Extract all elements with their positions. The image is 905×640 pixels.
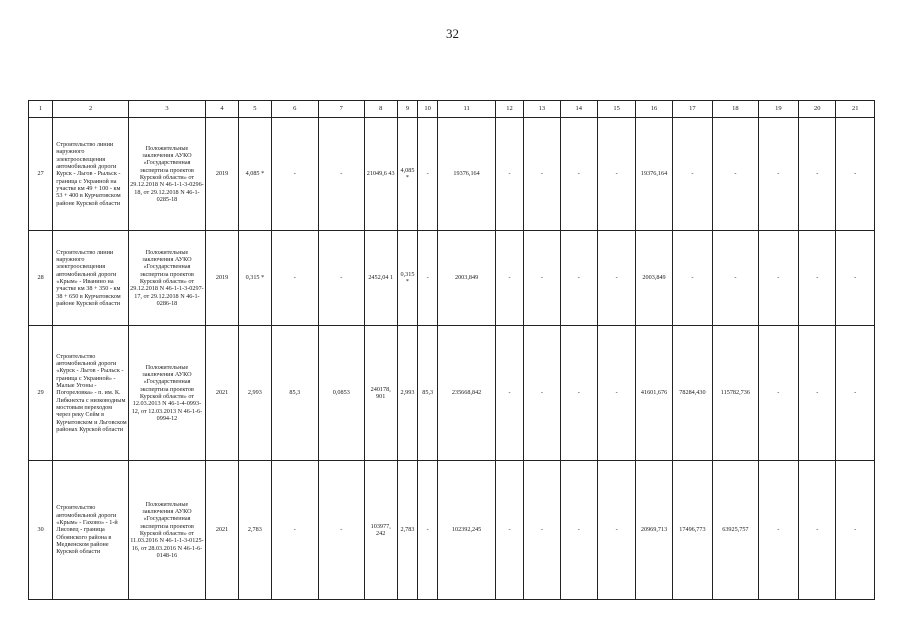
table-cell: 2003,849	[636, 231, 672, 326]
column-header: 11	[438, 101, 496, 118]
table-cell: 0,315 *	[239, 231, 271, 326]
column-header: 7	[319, 101, 364, 118]
column-header: 20	[799, 101, 836, 118]
table-cell: -	[758, 231, 798, 326]
table-cell: 2021	[205, 326, 238, 461]
table-cell: -	[597, 231, 635, 326]
data-table	[28, 100, 875, 600]
column-header: 4	[205, 101, 238, 118]
table-cell: 2,993	[239, 326, 271, 461]
column-header: 9	[397, 101, 417, 118]
table-cell: 29	[29, 326, 53, 461]
table-cell: -	[799, 118, 836, 231]
column-header: 14	[560, 101, 597, 118]
table-cell: -	[495, 118, 523, 231]
table-cell: -	[524, 461, 560, 600]
table-cell: 20969,713	[636, 461, 672, 600]
table-cell: Строительство линии наружного электроосвещения автомобильной дороги Курск - Льгов - Рыльск - граница с Украиной на участке км 49 + 100 - км 53 + 400 в Курчатовском районе Курской области	[53, 118, 129, 231]
table-cell: -	[799, 231, 836, 326]
table-cell: 78284,430	[672, 326, 712, 461]
column-header: 12	[495, 101, 523, 118]
table-cell: -	[495, 231, 523, 326]
table-cell: 2003,849	[438, 231, 496, 326]
table-cell: -	[271, 461, 319, 600]
table-cell: -	[560, 326, 597, 461]
table-cell: 17496,773	[672, 461, 712, 600]
table-cell: -	[597, 461, 635, 600]
page-number: 32	[446, 26, 459, 41]
table-cell: 2,783	[397, 461, 417, 600]
table-cell: -	[758, 461, 798, 600]
table-cell: -	[836, 326, 875, 461]
table-cell: 2,993	[397, 326, 417, 461]
column-header: 3	[129, 101, 206, 118]
table-cell: 30	[29, 461, 53, 600]
column-header: 16	[636, 101, 672, 118]
column-header: 21	[836, 101, 875, 118]
table-cell: 2019	[205, 231, 238, 326]
table-cell: 240178, 901	[364, 326, 397, 461]
table-cell: -	[758, 118, 798, 231]
table-cell: -	[524, 118, 560, 231]
table-cell: 2021	[205, 461, 238, 600]
table-cell: 85,3	[271, 326, 319, 461]
table-cell: -	[672, 231, 712, 326]
table-cell: -	[758, 326, 798, 461]
table-cell: Положительные заключения АУКО «Государственная экспертиза проектов Курской области» от 12.03.2013 N 46-1-4-0993-12, от 12.03.2013 N 46-1-6-0994-12	[129, 326, 206, 461]
table-cell: 21049,6 43	[364, 118, 397, 231]
column-header: 17	[672, 101, 712, 118]
table-cell: 63925,757	[713, 461, 758, 600]
table-cell: 19376,164	[636, 118, 672, 231]
table-cell: -	[524, 231, 560, 326]
table-cell: -	[319, 118, 364, 231]
table-cell: -	[836, 231, 875, 326]
table-cell: 2452,04 1	[364, 231, 397, 326]
table-cell: -	[271, 231, 319, 326]
table-cell: 4,085 *	[239, 118, 271, 231]
table-cell: -	[319, 231, 364, 326]
table-row	[29, 231, 875, 326]
table-cell: 4,085 *	[397, 118, 417, 231]
table-cell: -	[799, 461, 836, 600]
table-cell: -	[597, 326, 635, 461]
table-cell: Положительные заключения АУКО «Государственная экспертиза проектов Курской области» от 29.12.2018 N 46-1-1-3-0297-17, от 29.12.2018 N 46-1-0286-18	[129, 231, 206, 326]
table-cell: 103977, 242	[364, 461, 397, 600]
header-row	[29, 101, 875, 118]
table-cell: 28	[29, 231, 53, 326]
table-cell: -	[418, 461, 438, 600]
table-cell: -	[495, 461, 523, 600]
table-cell: 2019	[205, 118, 238, 231]
column-header: 5	[239, 101, 271, 118]
table-cell: 27	[29, 118, 53, 231]
table-cell: -	[836, 461, 875, 600]
column-header: 8	[364, 101, 397, 118]
table-cell: -	[713, 231, 758, 326]
table-cell: 85,3	[418, 326, 438, 461]
column-header: 19	[758, 101, 798, 118]
table-cell: -	[836, 118, 875, 231]
table-cell: -	[418, 118, 438, 231]
table-cell: 115782,736	[713, 326, 758, 461]
column-header: 10	[418, 101, 438, 118]
table-cell: -	[319, 461, 364, 600]
column-header: 2	[53, 101, 129, 118]
table-cell: -	[713, 118, 758, 231]
table-cell: -	[271, 118, 319, 231]
table-cell: 102392,245	[438, 461, 496, 600]
table-cell: 0,0853	[319, 326, 364, 461]
table-cell: -	[672, 118, 712, 231]
table-cell: Строительство автомобильной дороги «Крым» - Гахово» - 1-й Лисовец - граница Обоянского района в Медвенском районе Курской области	[53, 461, 129, 600]
column-header: 1	[29, 101, 53, 118]
table-cell: Положительные заключения АУКО «Государственная экспертиза проектов Курской области» от 11.03.2016 N 46-1-1-3-0125-16, от 28.03.2016 N 46-1-6-0148-16	[129, 461, 206, 600]
table-cell: Строительство линии наружного электроосвещения автомобильной дороги «Крым» - Иванино на участке км 38 + 350 - км 38 + 650 в Курчатовском районе Курской области	[53, 231, 129, 326]
table-cell: -	[799, 326, 836, 461]
table-row	[29, 326, 875, 461]
table-cell: Строительство автомобильной дороги «Курск - Льгов - Рыльск - граница с Украиной» - Малые Угоны - Погореловка» - п. им. К. Либкнехта с низководным мостовым переходом через реку Сейм в Курчатовском и Льговском районах Курской области	[53, 326, 129, 461]
table-cell: -	[495, 326, 523, 461]
table-cell: -	[524, 326, 560, 461]
table-cell: 19376,164	[438, 118, 496, 231]
table-cell: 2,783	[239, 461, 271, 600]
column-header: 6	[271, 101, 319, 118]
column-header: 18	[713, 101, 758, 118]
table-row	[29, 461, 875, 600]
table-cell: -	[418, 231, 438, 326]
table-cell: -	[597, 118, 635, 231]
table-cell: 41601,676	[636, 326, 672, 461]
column-header: 13	[524, 101, 560, 118]
table-cell: 235668,842	[438, 326, 496, 461]
column-header: 15	[597, 101, 635, 118]
table-cell: -	[560, 461, 597, 600]
table-cell: -	[560, 118, 597, 231]
table-cell: 0,315 *	[397, 231, 417, 326]
table-cell: -	[560, 231, 597, 326]
table-row	[29, 118, 875, 231]
table-cell: Положительные заключения АУКО «Государственная экспертиза проектов Курской области» от 29.12.2018 N 46-1-1-3-0296-18, от 29.12.2018 N 46-1-0285-18	[129, 118, 206, 231]
